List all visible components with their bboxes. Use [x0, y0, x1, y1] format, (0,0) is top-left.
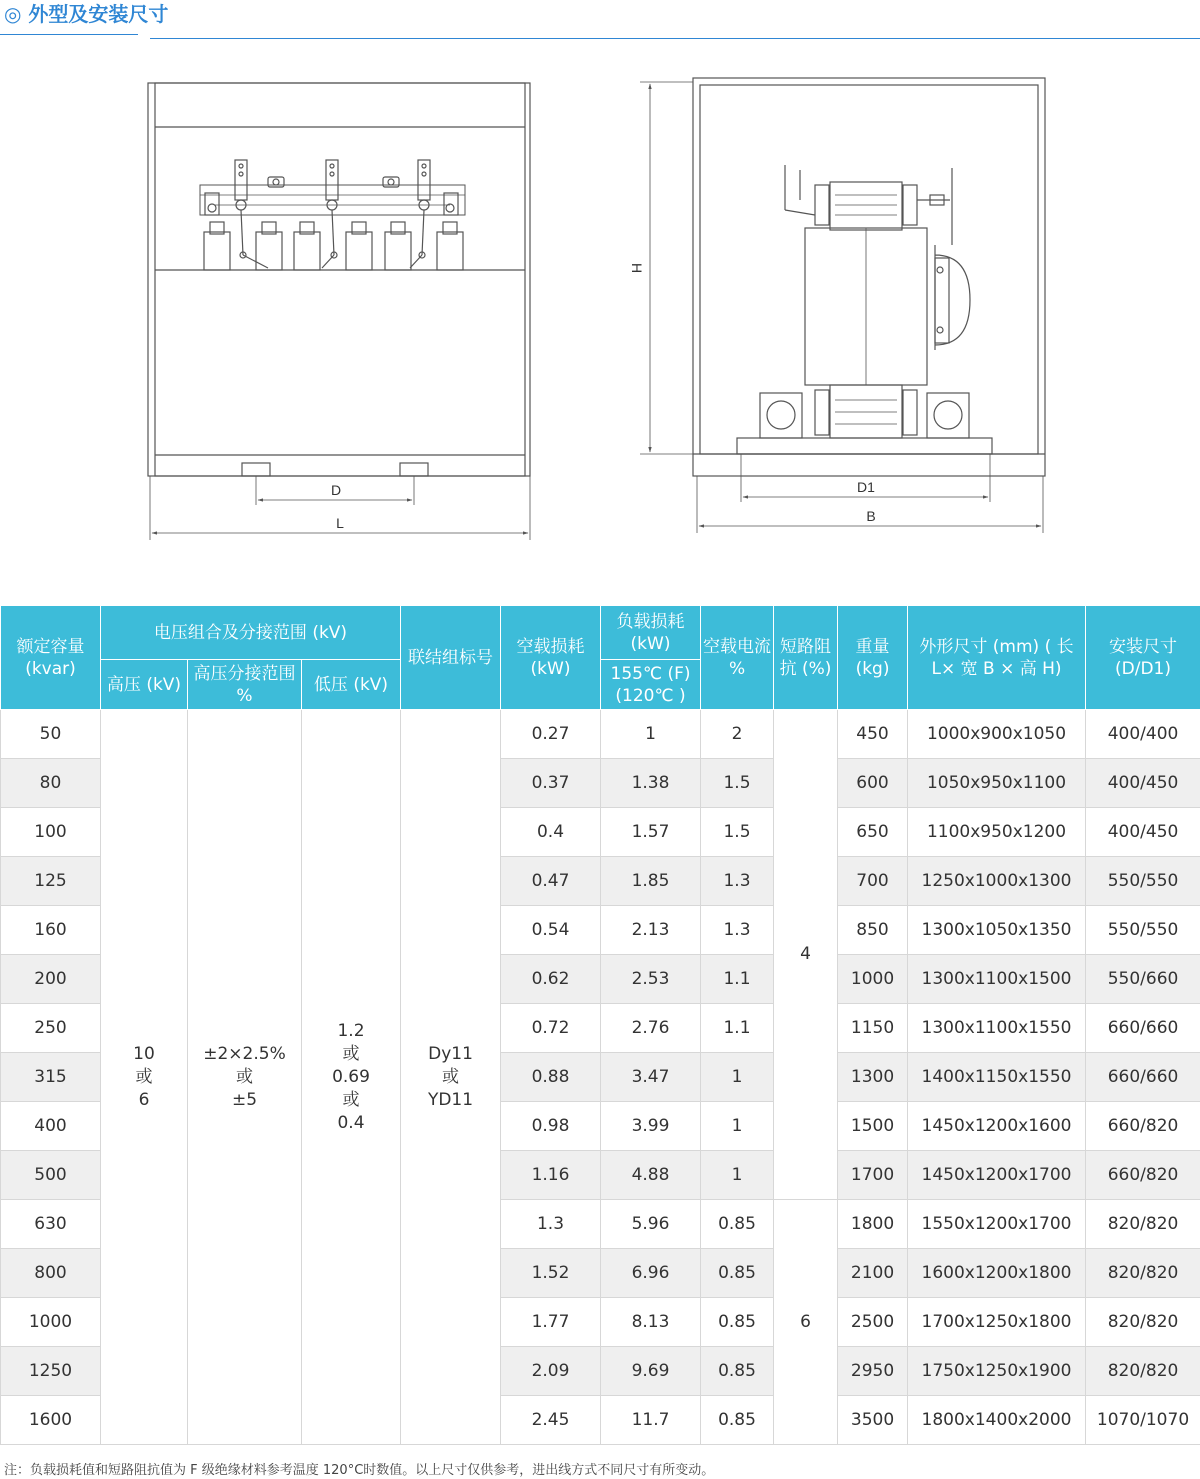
capacity-cell: 250	[1, 1004, 101, 1053]
dimension-label-d1: D1	[857, 479, 875, 495]
mounting-cell: 660/660	[1086, 1053, 1200, 1102]
section-title: ◎ 外型及安装尺寸	[4, 2, 169, 26]
weight-cell: 1800	[838, 1200, 908, 1249]
front-view	[148, 83, 530, 540]
footnote: 注：负载损耗值和短路阻抗值为 F 级绝缘材料参考温度 120°C时数值。以上尺寸仅供参考，进出线方式不同尺寸有所变动。	[4, 1463, 715, 1478]
table-row	[1, 710, 1200, 759]
capacity-cell: 100	[1, 808, 101, 857]
load-loss-cell: 2.53	[601, 955, 701, 1004]
load-loss-cell: 4.88	[601, 1151, 701, 1200]
load-loss-cell: 2.76	[601, 1004, 701, 1053]
section-header	[0, 0, 1200, 40]
header-underline	[0, 34, 138, 35]
capacity-cell: 1600	[1, 1396, 101, 1445]
connection-merged-cell: Dy11 或 YD11	[401, 710, 501, 1445]
lv-merged-cell: 1.2 或 0.69 或 0.4	[302, 710, 401, 1445]
capacity-cell: 315	[1, 1053, 101, 1102]
impedance-merged-cell: 6	[774, 1200, 838, 1445]
noload-current-cell: 1.5	[701, 808, 774, 857]
noload-current-cell: 1	[701, 1102, 774, 1151]
dimensions-cell: 1300x1100x1500	[908, 955, 1086, 1004]
outline-drawing	[0, 60, 1200, 560]
noload-loss-cell: 0.62	[501, 955, 601, 1004]
capacity-cell: 1250	[1, 1347, 101, 1396]
dimension-label-b: B	[866, 508, 876, 524]
noload-loss-cell: 0.54	[501, 906, 601, 955]
dimensions-cell: 1300x1100x1550	[908, 1004, 1086, 1053]
dimensions-cell: 1250x1000x1300	[908, 857, 1086, 906]
load-loss-cell: 1	[601, 710, 701, 759]
mounting-cell: 1070/1070	[1086, 1396, 1200, 1445]
table-body	[1, 710, 1200, 1445]
header-impedance: 短路阻抗 (%)	[774, 606, 838, 710]
load-loss-cell: 5.96	[601, 1200, 701, 1249]
header-mounting: 安装尺寸 (D/D1)	[1086, 606, 1200, 710]
header-weight: 重量 (kg)	[838, 606, 908, 710]
header-capacity: 额定容量 (kvar)	[1, 606, 101, 710]
noload-loss-cell: 0.37	[501, 759, 601, 808]
capacity-cell: 630	[1, 1200, 101, 1249]
header-hv: 高压 (kV)	[101, 660, 188, 710]
noload-loss-cell: 0.98	[501, 1102, 601, 1151]
dimensions-cell: 1400x1150x1550	[908, 1053, 1086, 1102]
weight-cell: 650	[838, 808, 908, 857]
mounting-cell: 550/550	[1086, 906, 1200, 955]
dimensions-cell: 1450x1200x1600	[908, 1102, 1086, 1151]
mounting-cell: 820/820	[1086, 1298, 1200, 1347]
mounting-cell: 820/820	[1086, 1249, 1200, 1298]
noload-current-cell: 0.85	[701, 1298, 774, 1347]
mounting-cell: 400/450	[1086, 759, 1200, 808]
noload-current-cell: 1	[701, 1053, 774, 1102]
load-loss-cell: 3.99	[601, 1102, 701, 1151]
dimensions-cell: 1800x1400x2000	[908, 1396, 1086, 1445]
header-tap-range: 高压分接范围 %	[188, 660, 302, 710]
dimensions-cell: 1000x900x1050	[908, 710, 1086, 759]
noload-loss-cell: 0.72	[501, 1004, 601, 1053]
weight-cell: 850	[838, 906, 908, 955]
dimensions-cell: 1550x1200x1700	[908, 1200, 1086, 1249]
capacity-cell: 800	[1, 1249, 101, 1298]
capacity-cell: 160	[1, 906, 101, 955]
dimensions-cell: 1050x950x1100	[908, 759, 1086, 808]
hv-merged-cell: 10 或 6	[101, 710, 188, 1445]
noload-loss-cell: 0.27	[501, 710, 601, 759]
noload-loss-cell: 1.16	[501, 1151, 601, 1200]
load-loss-cell: 3.47	[601, 1053, 701, 1102]
dimension-label-d: D	[330, 482, 342, 498]
weight-cell: 1300	[838, 1053, 908, 1102]
dimensions-cell: 1100x950x1200	[908, 808, 1086, 857]
dimension-label-h: H	[629, 262, 645, 274]
noload-current-cell: 2	[701, 710, 774, 759]
mounting-cell: 400/450	[1086, 808, 1200, 857]
load-loss-cell: 1.38	[601, 759, 701, 808]
mounting-cell: 550/660	[1086, 955, 1200, 1004]
mounting-cell: 660/820	[1086, 1102, 1200, 1151]
header-voltage-group: 电压组合及分接范围 (kV)	[101, 606, 401, 660]
noload-loss-cell: 0.88	[501, 1053, 601, 1102]
weight-cell: 2100	[838, 1249, 908, 1298]
load-loss-cell: 1.57	[601, 808, 701, 857]
weight-cell: 1000	[838, 955, 908, 1004]
header-dimensions: 外形尺寸 (mm) ( 长 L× 宽 B × 高 H)	[908, 606, 1086, 710]
noload-loss-cell: 2.45	[501, 1396, 601, 1445]
header-load-loss: 负载损耗 (kW)	[601, 606, 701, 660]
dimension-label-l: L	[336, 515, 344, 531]
capacity-cell: 125	[1, 857, 101, 906]
weight-cell: 450	[838, 710, 908, 759]
noload-current-cell: 1.1	[701, 1004, 774, 1053]
header-rule	[150, 38, 1200, 39]
load-loss-cell: 8.13	[601, 1298, 701, 1347]
mounting-cell: 820/820	[1086, 1347, 1200, 1396]
dimensions-cell: 1600x1200x1800	[908, 1249, 1086, 1298]
noload-current-cell: 1.3	[701, 857, 774, 906]
weight-cell: 2950	[838, 1347, 908, 1396]
load-loss-cell: 2.13	[601, 906, 701, 955]
capacity-cell: 400	[1, 1102, 101, 1151]
weight-cell: 1500	[838, 1102, 908, 1151]
capacity-cell: 80	[1, 759, 101, 808]
header-load-loss-temp: 155℃ (F) (120℃ )	[601, 660, 701, 710]
noload-current-cell: 1.5	[701, 759, 774, 808]
mounting-cell: 820/820	[1086, 1200, 1200, 1249]
weight-cell: 700	[838, 857, 908, 906]
load-loss-cell: 1.85	[601, 857, 701, 906]
mounting-cell: 550/550	[1086, 857, 1200, 906]
noload-loss-cell: 1.3	[501, 1200, 601, 1249]
dimensions-cell: 1700x1250x1800	[908, 1298, 1086, 1347]
weight-cell: 1150	[838, 1004, 908, 1053]
noload-current-cell: 1	[701, 1151, 774, 1200]
header-connection: 联结组标号	[401, 606, 501, 710]
weight-cell: 3500	[838, 1396, 908, 1445]
mounting-cell: 400/400	[1086, 710, 1200, 759]
noload-loss-cell: 2.09	[501, 1347, 601, 1396]
capacity-cell: 50	[1, 710, 101, 759]
noload-current-cell: 1.3	[701, 906, 774, 955]
spec-table	[0, 605, 1200, 1445]
tap-range-merged-cell: ±2×2.5% 或 ±5	[188, 710, 302, 1445]
noload-current-cell: 0.85	[701, 1200, 774, 1249]
noload-current-cell: 0.85	[701, 1347, 774, 1396]
noload-loss-cell: 0.4	[501, 808, 601, 857]
weight-cell: 1700	[838, 1151, 908, 1200]
dimensions-cell: 1750x1250x1900	[908, 1347, 1086, 1396]
load-loss-cell: 6.96	[601, 1249, 701, 1298]
noload-loss-cell: 0.47	[501, 857, 601, 906]
dimensions-cell: 1300x1050x1350	[908, 906, 1086, 955]
capacity-cell: 500	[1, 1151, 101, 1200]
noload-current-cell: 1.1	[701, 955, 774, 1004]
weight-cell: 2500	[838, 1298, 908, 1347]
mounting-cell: 660/820	[1086, 1151, 1200, 1200]
load-loss-cell: 11.7	[601, 1396, 701, 1445]
header-lv: 低压 (kV)	[302, 660, 401, 710]
dimensions-cell: 1450x1200x1700	[908, 1151, 1086, 1200]
header-noload-loss: 空载损耗 (kW)	[501, 606, 601, 710]
noload-loss-cell: 1.77	[501, 1298, 601, 1347]
noload-current-cell: 0.85	[701, 1249, 774, 1298]
capacity-cell: 1000	[1, 1298, 101, 1347]
weight-cell: 600	[838, 759, 908, 808]
capacity-cell: 200	[1, 955, 101, 1004]
impedance-merged-cell: 4	[774, 710, 838, 1200]
noload-loss-cell: 1.52	[501, 1249, 601, 1298]
header-noload-current: 空载电流 %	[701, 606, 774, 710]
side-view	[629, 78, 1045, 533]
mounting-cell: 660/660	[1086, 1004, 1200, 1053]
load-loss-cell: 9.69	[601, 1347, 701, 1396]
noload-current-cell: 0.85	[701, 1396, 774, 1445]
